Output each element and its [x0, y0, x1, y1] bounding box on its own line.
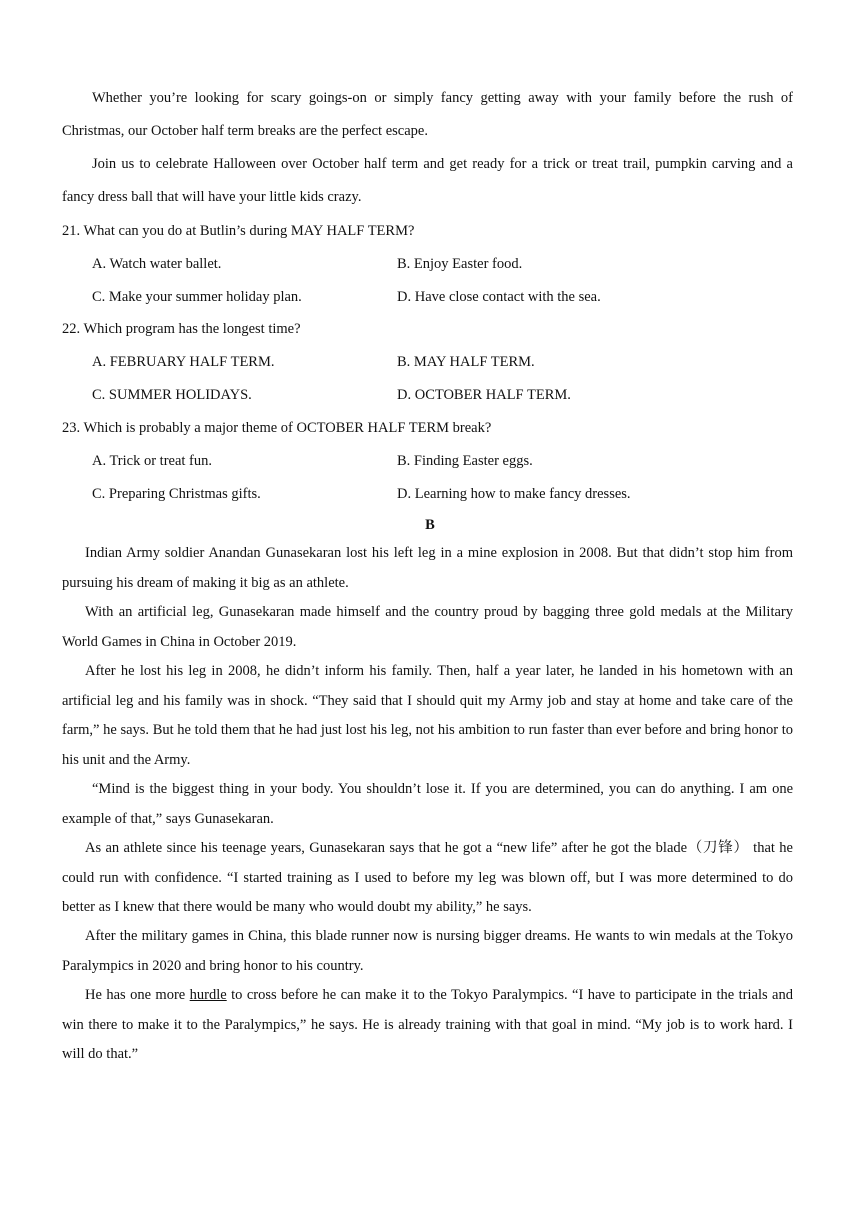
question-22-stem: 22. Which program has the longest time?	[62, 321, 301, 337]
passage-b-paragraph: With an artificial leg, Gunasekaran made himself and the country proud by bagging three gold medals at the Military World Games in China in October 2019.	[62, 604, 793, 650]
question-22-option-b: B. MAY HALF TERM.	[397, 354, 535, 370]
question-21-option-c: C. Make your summer holiday plan.	[92, 289, 302, 305]
question-22-option-d: D. OCTOBER HALF TERM.	[397, 387, 571, 403]
question-23-option-c: C. Preparing Christmas gifts.	[92, 486, 261, 502]
question-21-option-d: D. Have close contact with the sea.	[397, 289, 601, 305]
question-23-option-b: B. Finding Easter eggs.	[397, 453, 533, 469]
passage-b-paragraph: After the military games in China, this blade runner now is nursing bigger dreams. He wants to win medals at the Tokyo Paralympics in 2020 and bring honor to his country.	[62, 928, 793, 974]
question-23-option-d: D. Learning how to make fancy dresses.	[397, 486, 631, 502]
passage-b-paragraph: After he lost his leg in 2008, he didn’t inform his family. Then, half a year later, he landed in his hometown with an artificial leg and his family was in shock. “They said that I should quit my Army job and stay at home and take care of the farm,” he says. But he told them that he had just lost his leg, not his ambition to run faster than ever before and bring honor to his unit and the Army.	[62, 663, 793, 768]
question-23-stem: 23. Which is probably a major theme of OCTOBER HALF TERM break?	[62, 420, 492, 436]
passage-b-paragraph: As an athlete since his teenage years, Gunasekaran says that he got a “new life” after he got the blade（刀锋） that he could run with confidence. “I started training as I used to before my leg was blown off, but I was more determined to do better as I knew that there would be many who would doubt my ability,” he says.	[62, 840, 793, 915]
question-21-option-a: A. Watch water ballet.	[92, 256, 222, 272]
section-heading: B	[425, 517, 435, 533]
paragraph-text-after: to cross before he can make it to the Tokyo Paralympics. “I have to participate in the trials and win there to make it to the Paralympics,” he says. He is already training with that goal in mind. “My job is to work hard. I will do that.”	[62, 987, 793, 1062]
question-23-option-a: A. Trick or treat fun.	[92, 453, 213, 469]
passage-b-last-paragraph	[62, 981, 793, 1070]
passage-a-paragraph: Join us to celebrate Halloween over October half term and get ready for a trick or treat trail, pumpkin carving and a fancy dress ball that will have your little kids crazy.	[62, 156, 793, 205]
underlined-word: hurdle	[189, 987, 227, 1003]
question-22-option-c: C. SUMMER HOLIDAYS.	[92, 387, 252, 403]
question-22-option-a: A. FEBRUARY HALF TERM.	[92, 354, 275, 370]
passage-a-paragraph: Whether you’re looking for scary goings-on or simply fancy getting away with your family before the rush of Christmas, our October half term breaks are the perfect escape.	[62, 90, 793, 139]
question-21-stem: 21. What can you do at Butlin’s during MAY HALF TERM?	[62, 223, 415, 239]
passage-b-paragraph: “Mind is the biggest thing in your body. You shouldn’t lose it. If you are determined, you can do anything. I am one example of that,” says Gunasekaran.	[62, 781, 793, 827]
passage-b-paragraph: Indian Army soldier Anandan Gunasekaran lost his left leg in a mine explosion in 2008. But that didn’t stop him from pursuing his dream of making it big as an athlete.	[62, 545, 793, 591]
question-21-option-b: B. Enjoy Easter food.	[397, 256, 523, 272]
paragraph-text-before: He has one more	[85, 987, 190, 1003]
